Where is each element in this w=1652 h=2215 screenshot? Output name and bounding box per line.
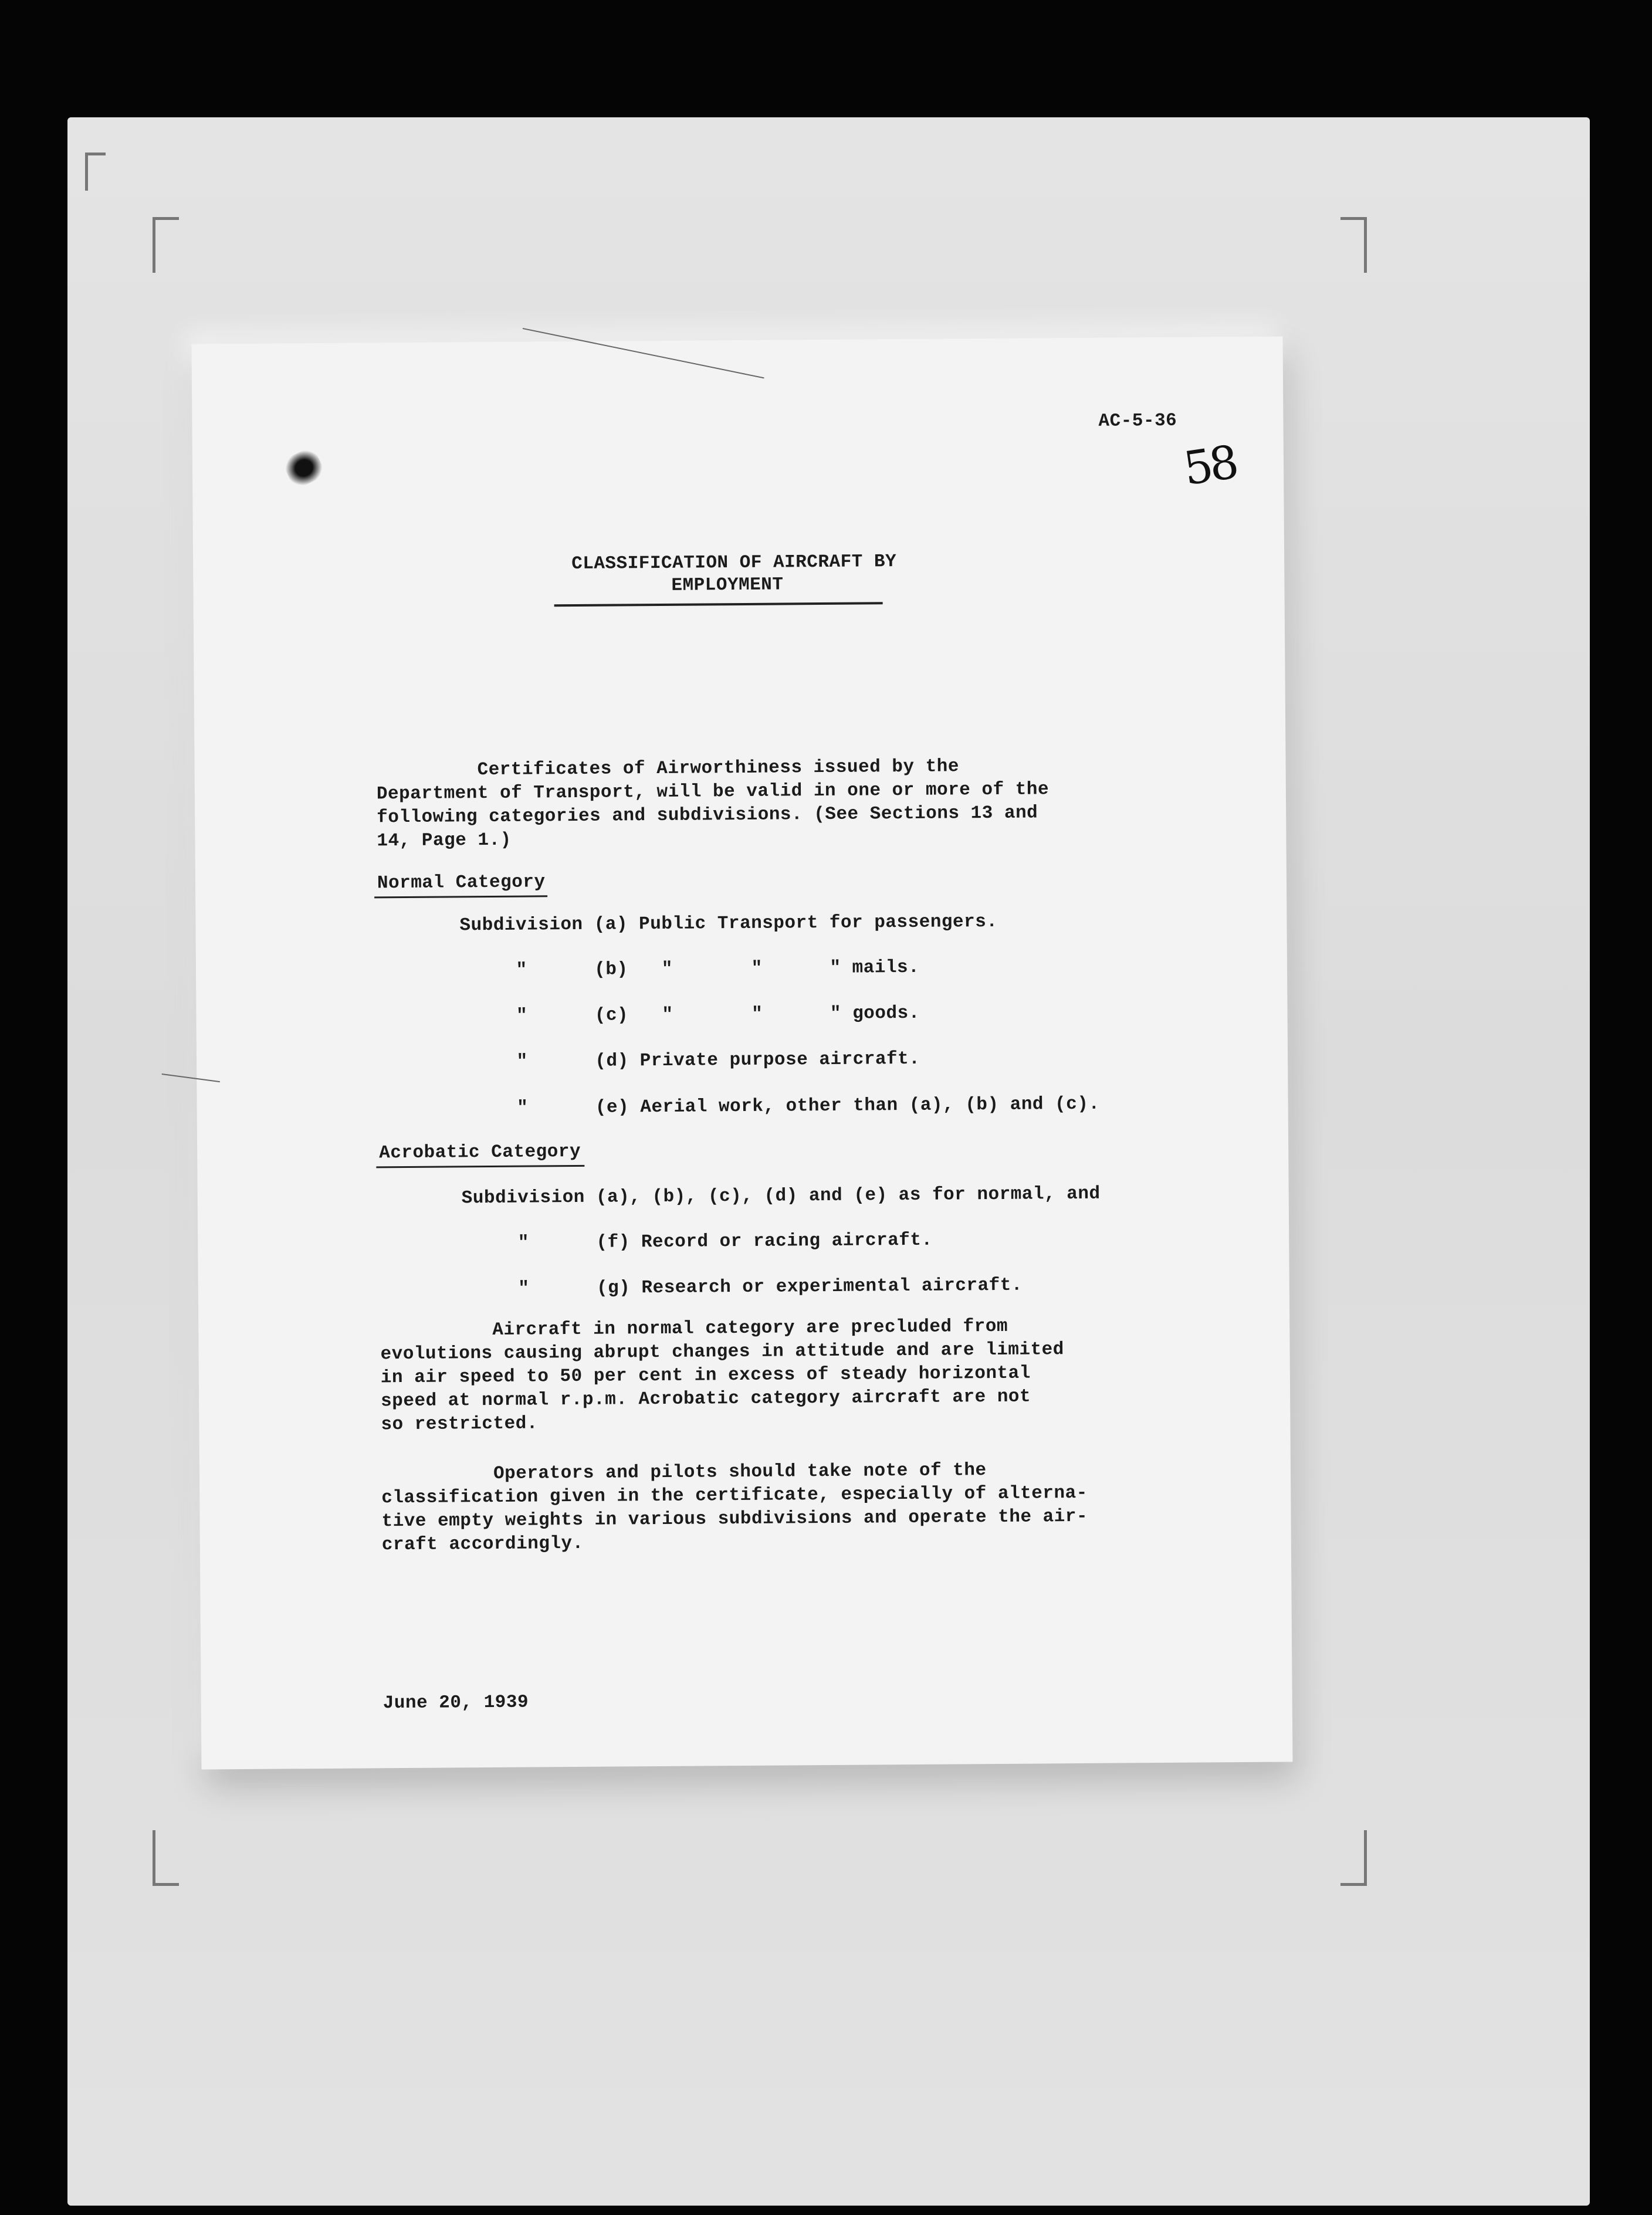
- normal-item: " (c) " " " goods.: [460, 1002, 920, 1027]
- handwritten-page-number: 58: [1180, 436, 1239, 496]
- title-line-1: CLASSIFICATION OF AIRCRAFT BY: [571, 551, 897, 575]
- title-line-2: EMPLOYMENT: [671, 574, 784, 596]
- crop-mark: [85, 153, 106, 191]
- paragraph-line: so restricted.: [381, 1413, 538, 1435]
- paragraph-line: Aircraft in normal category are precluded from: [380, 1316, 1008, 1342]
- document-date: June 20, 1939: [382, 1692, 529, 1714]
- paragraph-line: in air speed to 50 per cent in excess of steady horizontal: [380, 1363, 1031, 1388]
- title-underline: [554, 602, 883, 607]
- paragraph-line: evolutions causing abrupt changes in attitude and are limited: [380, 1339, 1064, 1365]
- paragraph-line: Operators and pilots should take note of the: [381, 1460, 987, 1485]
- intro-line: 14, Page 1.): [377, 829, 512, 852]
- normal-item: " (e) Aerial work, other than (a), (b) and (c).: [461, 1093, 1100, 1119]
- normal-item: " (b) " " " mails.: [459, 957, 920, 981]
- document-page: [192, 337, 1293, 1770]
- paragraph-line: classification given in the certificate, especially of alterna-: [381, 1482, 1088, 1509]
- normal-item: Subdivision (a) Public Transport for passengers.: [459, 911, 998, 936]
- intro-line: Certificates of Airworthiness issued by the: [376, 756, 960, 781]
- heading-underline: [376, 1165, 584, 1168]
- acrobatic-item: Subdivision (a), (b), (c), (d) and (e) as for normal, and: [461, 1183, 1101, 1209]
- document-number: AC-5-36: [1098, 410, 1177, 432]
- intro-line: Department of Transport, will be valid in one or more of the: [376, 779, 1050, 805]
- acrobatic-item: " (f) Record or racing aircraft.: [462, 1230, 933, 1254]
- paragraph-line: craft accordingly.: [381, 1533, 584, 1556]
- paragraph-line: tive empty weights in various subdivisions and operate the air-: [381, 1506, 1088, 1532]
- intro-line: following categories and subdivisions. (See Sections 13 and: [377, 802, 1038, 828]
- heading-underline: [374, 895, 547, 898]
- crop-mark: [153, 1830, 179, 1886]
- crop-mark: [153, 217, 179, 273]
- acrobatic-item: " (g) Research or experimental aircraft.: [462, 1275, 1023, 1300]
- normal-item: " (d) Private purpose aircraft.: [460, 1048, 920, 1073]
- acrobatic-category-heading: Acrobatic Category: [379, 1141, 581, 1164]
- crop-mark: [1340, 217, 1367, 273]
- normal-category-heading: Normal Category: [377, 872, 546, 894]
- crop-mark: [1340, 1830, 1367, 1886]
- ink-blot: [281, 446, 327, 490]
- paragraph-line: speed at normal r.p.m. Acrobatic category aircraft are not: [381, 1386, 1031, 1412]
